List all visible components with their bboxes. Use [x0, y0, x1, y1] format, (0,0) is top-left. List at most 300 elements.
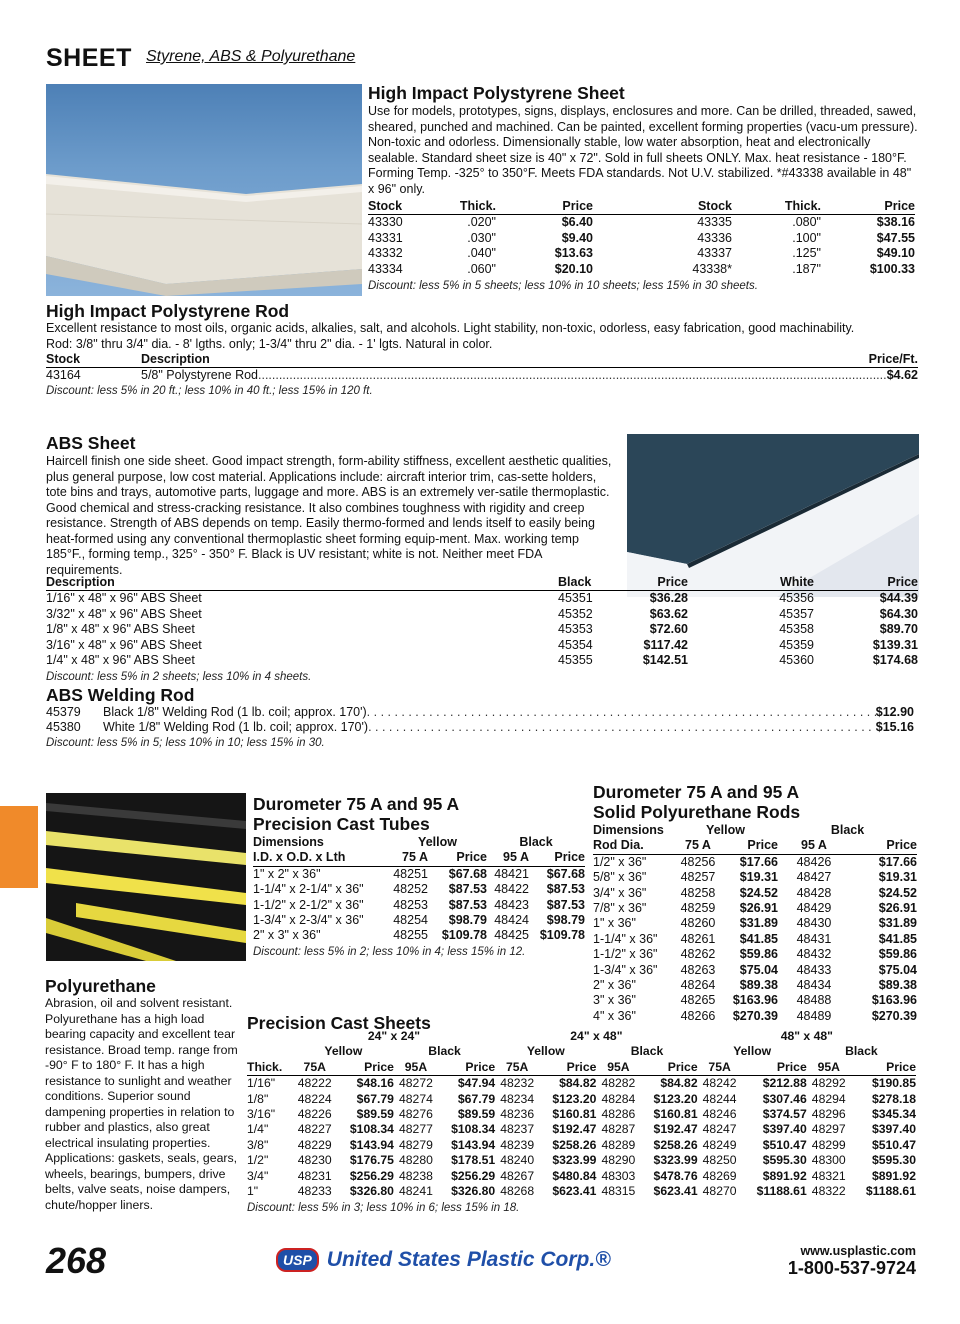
table-cell: $1188.61 — [865, 1184, 916, 1199]
table-cell: 48274 — [399, 1091, 433, 1106]
price: $109.78 — [441, 928, 487, 943]
table-cell: $323.99 — [552, 1153, 597, 1168]
black-stock: 45353 — [558, 622, 593, 637]
stock-95a: 48424 — [494, 913, 529, 928]
table-row — [247, 1169, 916, 1184]
white-stock: 45358 — [779, 622, 814, 637]
rods-title-line2: Solid Polyurethane Rods — [593, 802, 801, 822]
table-cell: 48289 — [601, 1137, 636, 1152]
price: $36.28 — [649, 591, 688, 606]
abs-sheet-title: ABS Sheet — [46, 433, 136, 453]
abs-welding-rod-title: ABS Welding Rod — [46, 685, 195, 705]
table-cell: $480.84 — [552, 1168, 597, 1183]
table-cell: $84.82 — [559, 1076, 597, 1091]
table-row — [247, 1107, 916, 1122]
col-95a: 95 A — [487, 850, 529, 866]
color-yellow: Yellow — [733, 1044, 772, 1059]
price: $64.30 — [879, 606, 918, 621]
dimension: 2" x 3" x 36" — [253, 928, 321, 943]
table-cell: 48241 — [399, 1184, 433, 1199]
dot-leader — [367, 705, 876, 720]
table-cell: 48300 — [811, 1153, 846, 1168]
stock-75a: 48263 — [680, 962, 716, 977]
color-black: Black — [428, 1044, 461, 1059]
thickness: .040" — [467, 246, 496, 261]
stock-95a: 48489 — [796, 1008, 832, 1023]
table-cell: $190.85 — [871, 1076, 916, 1091]
polyurethane-rods-photo — [46, 793, 246, 961]
dimension: 1-1/2" x 2-1/2" x 36" — [253, 897, 364, 912]
col-dimensions: Dimensions — [593, 823, 664, 837]
col-group-black: Black — [830, 823, 865, 837]
price: $270.39 — [871, 1008, 917, 1023]
table-cell: $510.47 — [762, 1137, 807, 1152]
table-cell: $374.57 — [762, 1107, 807, 1122]
table-row — [593, 870, 917, 885]
price: $89.38 — [878, 978, 917, 993]
price: $31.89 — [739, 916, 778, 931]
stock: 43332 — [368, 246, 403, 261]
col-price: Price — [438, 1060, 495, 1076]
stock-75a: 48258 — [680, 885, 716, 900]
table-cell: 48268 — [500, 1184, 535, 1199]
dot-leader — [258, 368, 887, 383]
hips-rod-lengths: Rod: 3/8" thru 3/4" dia. - 8' lgths. only; 1-3/4" thru 2" dia. - 1' lgts. Natural in color. — [46, 336, 493, 351]
price: $17.66 — [739, 854, 778, 869]
table-cell: 48236 — [500, 1107, 535, 1122]
dot-leader — [368, 720, 876, 735]
cast-sheets-discount: Discount: less 5% in 3; less 10% in 6; less 15% in 18. — [247, 1202, 520, 1215]
col-75a: 75A — [495, 1060, 539, 1076]
table-cell: 1" — [247, 1184, 259, 1199]
table-row — [368, 231, 915, 246]
table-cell: 1/4" — [247, 1122, 269, 1137]
page-section-subtitle: Styrene, ABS & Polyurethane — [146, 48, 356, 65]
stock-95a: 48426 — [796, 854, 832, 869]
table-cell: $84.82 — [660, 1076, 698, 1091]
rod-diameter: 1-3/4" x 36" — [593, 962, 658, 977]
table-row — [247, 1092, 916, 1107]
price: $142.51 — [642, 653, 688, 668]
stock-95a: 48425 — [494, 928, 529, 943]
col-price: Price — [496, 199, 593, 215]
price: $89.70 — [879, 622, 918, 637]
table-cell: $345.34 — [871, 1107, 916, 1122]
price: $98.79 — [448, 913, 487, 928]
table-cell: 48279 — [399, 1137, 433, 1152]
rod-diameter: 2" x 36" — [593, 978, 636, 993]
table-cell: $212.88 — [762, 1076, 807, 1091]
rod-description: 5/8" Polystyrene Rod — [141, 368, 258, 383]
price: $47.55 — [876, 230, 915, 245]
price: $139.31 — [872, 637, 918, 652]
white-stock: 45356 — [779, 591, 814, 606]
table-cell: $48.16 — [356, 1076, 394, 1091]
price: $38.16 — [876, 215, 915, 230]
table-cell: 48290 — [601, 1153, 636, 1168]
thickness: .187" — [792, 261, 821, 276]
polyurethane-description: Abrasion, oil and solvent resistant. Polyurethane has a high load bearing capacity and excellent tear resistance. Broad temp. range from -90° F to 180° F. It has a high resistance to sunlight and weather conditions. Superior sound dampening properties in relation to rubber and plastics, also great electrical insulating properties. Applications: gaskets, seals, gears, wheels, bearings, bumpers, drive belts, valve seats, noise dampers, chute/hopper liners. — [45, 996, 238, 1212]
table-row — [368, 262, 915, 277]
stock-95a: 48429 — [796, 901, 832, 916]
price: $100.33 — [869, 261, 915, 276]
table-cell: 48246 — [702, 1107, 737, 1122]
color-black: Black — [845, 1044, 878, 1059]
price: $109.78 — [539, 928, 585, 943]
table-cell: 1/8" — [247, 1091, 269, 1106]
description: 3/32" x 48" x 96" ABS Sheet — [46, 606, 202, 621]
rod-stock: 43164 — [46, 368, 81, 383]
table-cell: 1/2" — [247, 1153, 269, 1168]
table-cell: $160.81 — [653, 1107, 698, 1122]
stock-95a: 48431 — [796, 931, 832, 946]
table-cell: $160.81 — [552, 1107, 597, 1122]
table-cell: 48237 — [500, 1122, 535, 1137]
table-cell: $397.40 — [871, 1122, 916, 1137]
stock-95a: 48434 — [796, 978, 832, 993]
stock-95a: 48433 — [796, 962, 832, 977]
col-95a: 95A — [807, 1060, 851, 1076]
table-row — [247, 1122, 916, 1137]
price: $6.40 — [561, 215, 593, 230]
table-cell: 48321 — [811, 1168, 846, 1183]
page-section-title: SHEET — [46, 44, 132, 72]
section-tab-marker — [0, 806, 38, 888]
table-row — [46, 622, 918, 637]
table-row — [46, 705, 914, 720]
stock-75a: 48251 — [393, 866, 428, 881]
table-row — [247, 1076, 916, 1092]
rods-table — [593, 823, 917, 1024]
table-cell: $891.92 — [762, 1168, 807, 1183]
table-cell: $595.30 — [871, 1153, 916, 1168]
abs-sheet-table — [46, 575, 918, 668]
col-95a: 95A — [394, 1060, 438, 1076]
rod-diameter: 3/4" x 36" — [593, 885, 647, 900]
description: 3/16" x 48" x 96" ABS Sheet — [46, 637, 202, 652]
table-row — [593, 978, 917, 993]
hips-sheet-title: High Impact Polystyrene Sheet — [368, 83, 625, 103]
table-row — [247, 1153, 916, 1168]
price: $9.40 — [561, 230, 593, 245]
price: $19.31 — [739, 870, 778, 885]
table-cell: 48292 — [811, 1076, 846, 1091]
price: $87.53 — [448, 882, 487, 897]
hips-rod-discount: Discount: less 5% in 20 ft.; less 10% in 40 ft.; less 15% in 120 ft. — [46, 384, 373, 397]
black-stock: 45354 — [558, 637, 593, 652]
col-black: Black — [558, 575, 630, 591]
table-row — [46, 591, 918, 607]
weld-price: $15.16 — [875, 720, 914, 735]
col-75a: 75A — [698, 1060, 742, 1076]
price: $24.52 — [878, 885, 917, 900]
table-cell: $47.94 — [457, 1076, 496, 1091]
white-stock: 45357 — [779, 606, 814, 621]
table-cell: 48294 — [811, 1091, 846, 1106]
price: $13.63 — [554, 246, 593, 261]
col-dimensions: Dimensions — [253, 835, 324, 849]
table-row — [593, 886, 917, 901]
table-cell: 48224 — [297, 1091, 332, 1106]
cast-sheets-table — [247, 1029, 916, 1199]
polystyrene-sheet-photo — [46, 84, 362, 296]
table-cell: 48284 — [601, 1091, 636, 1106]
table-cell: $397.40 — [762, 1122, 807, 1137]
price: $17.66 — [878, 854, 917, 869]
col-price: Price — [640, 1060, 697, 1076]
table-cell: 48232 — [500, 1076, 535, 1091]
table-cell: 48231 — [297, 1168, 332, 1183]
table-cell: $108.34 — [451, 1122, 496, 1137]
table-cell: $178.51 — [451, 1153, 496, 1168]
weld-description: Black 1/8" Welding Rod (1 lb. coil; approx. 170') — [103, 705, 367, 719]
table-cell: $326.80 — [349, 1184, 394, 1199]
col-price: Price — [539, 1060, 596, 1076]
color-black: Black — [630, 1044, 664, 1059]
stock: 43338* — [692, 261, 732, 276]
table-row — [368, 215, 915, 231]
table-cell: 48242 — [702, 1076, 737, 1091]
rods-title-line1: Durometer 75 A and 95 A — [593, 782, 800, 802]
rod-diameter: 7/8" x 36" — [593, 901, 647, 916]
dimension: 1" x 2" x 36" — [253, 866, 321, 881]
table-cell: $67.79 — [356, 1091, 394, 1106]
col-price-ft: Price/Ft. — [868, 352, 918, 366]
col-group-yellow: Yellow — [706, 823, 745, 837]
table-cell: 48270 — [702, 1184, 737, 1199]
col-price: Price — [529, 850, 585, 866]
table-cell: 48226 — [297, 1107, 332, 1122]
col-stock: Stock — [593, 199, 732, 215]
table-cell: 48287 — [601, 1122, 636, 1137]
table-row — [247, 1138, 916, 1153]
price: $63.62 — [649, 606, 688, 621]
rod-price: $4.62 — [886, 368, 918, 383]
hips-rod-description: Excellent resistance to most oils, organic acids, alkalies, salt, and alcohols. Light stability, non-toxic, odorless, easy fabrication, good machinability. — [46, 321, 855, 335]
hips-sheet-description: Use for models, prototypes, signs, displays, enclosures and more. Can be drilled, threaded, sawed, sheared, punched and machined. Can be painted, excellent forming properties (vacu-um pressure). Non-toxic and odorless. Dimensionally stable, low water absorption, heat and electronically sealable. Standard sheet size is 40" x 72". Sold in full sheets ONLY. Max. heat resistance - 180°F. Forming Temp. -325° to 350°F. Meets FDA standards. Not U.V. stabilized. *#43338 available in 48" x 96" only. — [368, 104, 918, 196]
table-cell: 48239 — [500, 1137, 535, 1152]
table-cell: 48286 — [601, 1107, 636, 1122]
table-cell: $256.29 — [451, 1168, 496, 1183]
page-number: 268 — [46, 1240, 107, 1281]
table-cell: 48222 — [297, 1076, 332, 1091]
price: $75.04 — [878, 962, 917, 977]
abs-sheet-discount: Discount: less 5% in 2 sheets; less 10% in 4 sheets. — [46, 671, 312, 684]
table-cell: 48303 — [601, 1168, 636, 1183]
stock: 43337 — [697, 246, 732, 261]
price: $59.86 — [739, 947, 778, 962]
thickness: .125" — [792, 246, 821, 261]
col-group-black: Black — [519, 835, 553, 849]
col-price: Price — [821, 199, 915, 215]
table-cell: 48229 — [297, 1137, 332, 1152]
table-cell: $192.47 — [653, 1122, 698, 1137]
table-cell: $1188.61 — [756, 1184, 807, 1199]
polyurethane-title: Polyurethane — [45, 976, 156, 996]
table-cell: 48247 — [702, 1122, 737, 1137]
stock-75a: 48257 — [680, 870, 716, 885]
stock-75a: 48261 — [680, 931, 716, 946]
rod-diameter: 3" x 36" — [593, 993, 636, 1008]
price: $174.68 — [872, 653, 918, 668]
price: $26.91 — [878, 901, 917, 916]
stock: 43335 — [697, 215, 732, 230]
stock-95a: 48421 — [494, 866, 529, 881]
website-link[interactable]: www.usplastic.com — [800, 1244, 916, 1258]
table-row — [247, 1184, 916, 1199]
contact-block — [788, 1244, 916, 1279]
table-row — [593, 932, 917, 947]
table-row — [253, 913, 585, 928]
table-cell: $623.41 — [552, 1184, 597, 1199]
table-cell: 48267 — [500, 1168, 535, 1183]
table-row — [46, 638, 918, 653]
hips-rod-header — [46, 352, 918, 368]
stock-95a: 48428 — [796, 885, 832, 900]
stock: 43331 — [368, 230, 403, 245]
hips-sheet-discount: Discount: less 5% in 5 sheets; less 10% in 10 sheets; less 15% in 30 sheets. — [368, 280, 758, 293]
stock-95a: 48488 — [796, 993, 832, 1008]
thickness: .020" — [467, 215, 496, 230]
stock: 43330 — [368, 215, 403, 230]
table-cell: $143.94 — [349, 1137, 394, 1152]
table-cell: 1/16" — [247, 1076, 276, 1091]
price: $270.39 — [732, 1008, 778, 1023]
price: $24.52 — [739, 885, 778, 900]
stock-75a: 48255 — [393, 928, 428, 943]
table-cell: 48280 — [399, 1153, 433, 1168]
table-cell: $258.26 — [653, 1137, 698, 1152]
tubes-title-line2: Precision Cast Tubes — [253, 814, 430, 834]
table-cell: 48276 — [399, 1107, 433, 1122]
rod-diameter: 1" x 36" — [593, 916, 636, 931]
table-cell: 48299 — [811, 1137, 846, 1152]
table-row — [593, 963, 917, 978]
weld-stock: 45380 — [46, 720, 81, 735]
price: $19.31 — [878, 870, 917, 885]
col-description: Description — [46, 575, 558, 591]
table-cell: 48244 — [702, 1091, 737, 1106]
price: $87.53 — [546, 897, 585, 912]
price: $87.53 — [448, 897, 487, 912]
table-row — [253, 898, 585, 913]
table-cell: 48282 — [601, 1076, 636, 1091]
col-price: Price — [851, 1060, 916, 1076]
stock-95a: 48427 — [796, 870, 832, 885]
table-cell: $595.30 — [762, 1153, 807, 1168]
col-stock: Stock — [46, 352, 81, 366]
table-row — [46, 368, 918, 383]
stock-75a: 48259 — [680, 901, 716, 916]
table-cell: $278.18 — [871, 1091, 916, 1106]
table-cell: 48269 — [702, 1168, 737, 1183]
table-cell: 48234 — [500, 1091, 535, 1106]
table-cell: 48322 — [811, 1184, 846, 1199]
hips-sheet-table — [368, 199, 915, 277]
table-cell: 3/16" — [247, 1107, 276, 1122]
table-row — [593, 916, 917, 931]
stock-95a: 48432 — [796, 947, 832, 962]
table-cell: 48233 — [297, 1184, 332, 1199]
table-cell: 48315 — [601, 1184, 636, 1199]
dimension: 1-3/4" x 2-3/4" x 36" — [253, 913, 364, 928]
table-cell: 48230 — [297, 1153, 332, 1168]
table-cell: 48240 — [500, 1153, 535, 1168]
col-price: Price — [630, 575, 688, 591]
col-price: Price — [742, 1060, 807, 1076]
stock-75a: 48265 — [680, 993, 716, 1008]
table-cell: 48249 — [702, 1137, 737, 1152]
price: $87.53 — [546, 882, 585, 897]
col-white: White — [688, 575, 814, 591]
col-price: Price — [850, 838, 917, 854]
price: $163.96 — [871, 993, 917, 1008]
table-cell: $89.59 — [356, 1107, 394, 1122]
company-name: United States Plastic Corp.® — [326, 1248, 611, 1271]
table-cell: 48238 — [399, 1168, 433, 1183]
white-stock: 45359 — [779, 637, 814, 652]
table-cell: 48277 — [399, 1122, 433, 1137]
table-row — [46, 653, 918, 668]
tubes-discount: Discount: less 5% in 2; less 10% in 4; less 15% in 12. — [253, 945, 526, 958]
black-stock: 45355 — [558, 653, 593, 668]
price: $26.91 — [739, 901, 778, 916]
abs-sheet-photo — [627, 434, 919, 597]
table-cell: $67.79 — [457, 1091, 496, 1106]
abs-sheet-description: Haircell finish one side sheet. Good impact strength, form-ability stiffness, excellent aesthetic qualities, plus general purpose, low cost material. Applications include: aircraft interior trim, cas-sette holders, tote bins and trays, automotive parts, luggage and more. ABS is an extremely ver-satile thermoplastic. Good chemical and stress-cracking resistance. It also combines toughness with rigidity and creep resistance. Strength of ABS depends on temp. Easily thermo-formed and lends itself to easily being heat-formed using any conventional thermoplastic sheet forming equip-ment. Max. working temp 185°F., forming temp., 325° - 350° F. Black is UV resistant; white is not. Neither meet FDA requirements. — [46, 454, 612, 577]
price: $41.85 — [739, 931, 778, 946]
table-row — [368, 246, 915, 261]
price: $72.60 — [649, 622, 688, 637]
price: $98.79 — [546, 913, 585, 928]
size-48x48: 48" x 48" — [780, 1029, 833, 1043]
table-cell: $89.59 — [457, 1107, 496, 1122]
white-stock: 45360 — [779, 653, 814, 668]
stock-75a: 48264 — [680, 978, 716, 993]
table-cell: 48227 — [297, 1122, 332, 1137]
col-75a: 75 A — [388, 850, 428, 866]
tubes-table — [253, 835, 585, 944]
thickness: .100" — [792, 230, 821, 245]
col-price: Price — [337, 1060, 394, 1076]
table-cell: $326.80 — [451, 1184, 496, 1199]
table-row — [593, 854, 917, 870]
stock-75a: 48254 — [393, 913, 428, 928]
table-row — [46, 720, 914, 735]
table-cell: $307.46 — [762, 1091, 807, 1106]
table-cell: $478.76 — [653, 1168, 698, 1183]
stock-75a: 48262 — [680, 947, 716, 962]
price: $59.86 — [878, 947, 917, 962]
table-cell: $891.92 — [871, 1168, 916, 1183]
table-cell: $108.34 — [349, 1122, 394, 1137]
table-cell: $510.47 — [871, 1137, 916, 1152]
table-cell: 48297 — [811, 1122, 846, 1137]
stock-75a: 48260 — [680, 916, 716, 931]
col-rod-dia: Rod Dia. — [593, 838, 673, 854]
table-cell: 48272 — [399, 1076, 433, 1091]
col-95a: 95A — [596, 1060, 640, 1076]
table-cell: $258.26 — [552, 1137, 597, 1152]
rod-diameter: 5/8" x 36" — [593, 870, 647, 885]
thickness: .060" — [467, 261, 496, 276]
thickness: .080" — [792, 215, 821, 230]
size-24x24: 24" x 24" — [367, 1029, 421, 1043]
col-id-od-lth: I.D. x O.D. x Lth — [253, 850, 388, 866]
weld-stock: 45379 — [46, 705, 81, 719]
rod-diameter: 1-1/2" x 36" — [593, 947, 658, 962]
rod-diameter: 1-1/4" x 36" — [593, 931, 658, 946]
